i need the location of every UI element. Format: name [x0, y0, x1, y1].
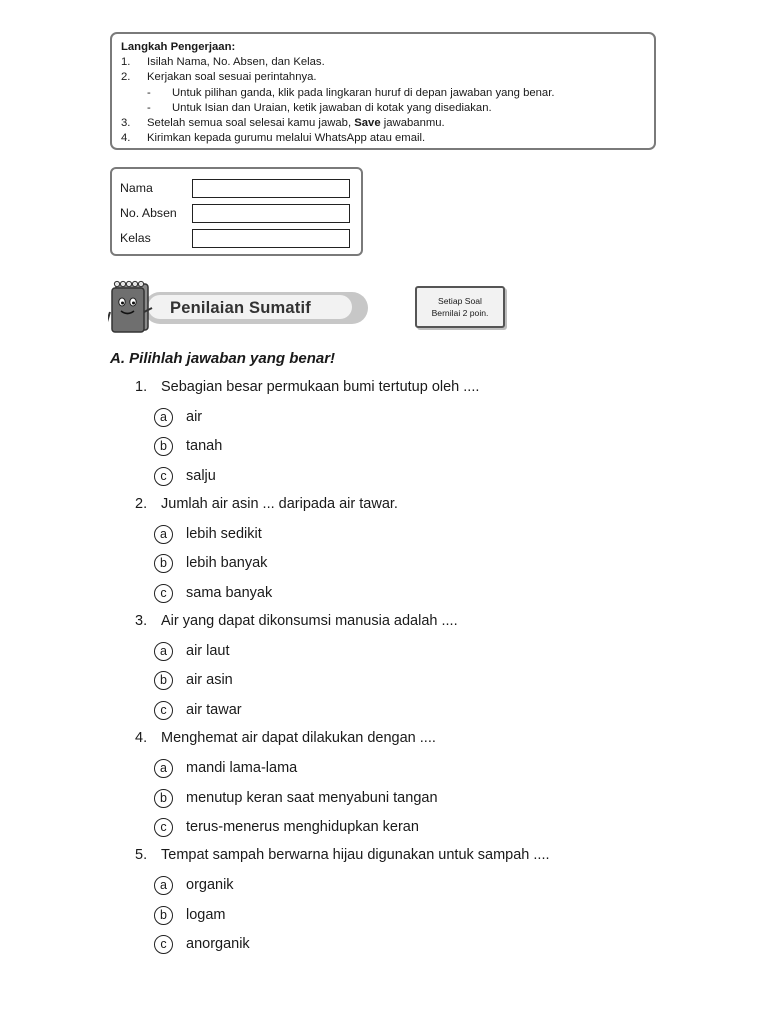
question-number: 4.: [135, 730, 148, 746]
option-letter-circle[interactable]: c: [154, 935, 173, 954]
step-text: Isilah Nama, No. Absen, dan Kelas.: [147, 56, 325, 69]
step-number: 1.: [121, 56, 131, 69]
save-keyword: Save: [354, 117, 381, 130]
option-letter-circle[interactable]: a: [154, 642, 173, 661]
option-text: menutup keran saat menyabuni tangan: [186, 790, 438, 806]
name-row: [120, 179, 355, 199]
substep-dash: -: [147, 101, 151, 114]
question: [135, 730, 436, 746]
question: [135, 613, 458, 629]
instruction-substep: [147, 101, 645, 116]
substep-text: Untuk Isian dan Uraian, ketik jawaban di kotak yang disediakan.: [172, 101, 492, 114]
option-text: sama banyak: [186, 585, 273, 601]
absen-row: [120, 204, 355, 224]
option-letter-circle[interactable]: b: [154, 906, 173, 925]
instruction-substep: [147, 86, 645, 101]
substep-dash: -: [147, 86, 151, 99]
step-text-part: jawabanmu.: [380, 117, 445, 130]
option-letter-circle[interactable]: b: [154, 554, 173, 573]
step-text: Kerjakan soal sesuai perintahnya.: [147, 71, 317, 84]
kelas-row: [120, 229, 355, 249]
absen-field[interactable]: [192, 204, 350, 223]
instructions-box: [110, 32, 656, 150]
banner-title: Penilaian Sumatif: [170, 299, 311, 317]
question: [135, 379, 479, 395]
kelas-label: Kelas: [120, 231, 151, 245]
option-text: organik: [186, 877, 234, 893]
substep-text: Untuk pilihan ganda, klik pada lingkaran huruf di depan jawaban yang benar.: [172, 86, 555, 99]
step-number: 2.: [121, 71, 131, 84]
option-text: lebih banyak: [186, 555, 268, 571]
question: [135, 847, 550, 863]
step-text-part: Setelah semua soal selesai kamu jawab,: [147, 117, 355, 130]
question-text: Air yang dapat dikonsumsi manusia adalah ....: [161, 613, 458, 629]
option-letter-circle[interactable]: c: [154, 584, 173, 603]
option-text: logam: [186, 907, 226, 923]
step-number: 4.: [121, 132, 131, 145]
question-text: Tempat sampah berwarna hijau digunakan untuk sampah ....: [161, 847, 550, 863]
option-letter-circle[interactable]: a: [154, 408, 173, 427]
name-field[interactable]: [192, 179, 350, 198]
question-number: 5.: [135, 847, 148, 863]
step-number: 3.: [121, 117, 131, 130]
option-text: air laut: [186, 643, 230, 659]
option-text: anorganik: [186, 936, 250, 952]
question-text: Menghemat air dapat dilakukan dengan ....: [161, 730, 436, 746]
option-letter-circle[interactable]: a: [154, 876, 173, 895]
option-text: salju: [186, 468, 216, 484]
instructions-title: Langkah Pengerjaan:: [121, 41, 236, 53]
option-text: air tawar: [186, 702, 242, 718]
question-number: 2.: [135, 496, 148, 512]
option-text: lebih sedikit: [186, 526, 262, 542]
absen-label: No. Absen: [120, 206, 177, 220]
name-label: Nama: [120, 181, 153, 195]
option-letter-circle[interactable]: c: [154, 818, 173, 837]
option-letter-circle[interactable]: b: [154, 437, 173, 456]
note-line-1: Setiap Soal: [438, 296, 482, 306]
question-text: Jumlah air asin ... daripada air tawar.: [161, 496, 398, 512]
option-letter-circle[interactable]: b: [154, 789, 173, 808]
note-line-2: Bernilai 2 poin.: [431, 308, 489, 318]
option-text: mandi lama-lama: [186, 760, 298, 776]
question-text: Sebagian besar permukaan bumi tertutup oleh ....: [161, 379, 480, 395]
instruction-step: [121, 131, 645, 146]
option-letter-circle[interactable]: a: [154, 759, 173, 778]
option-letter-circle[interactable]: c: [154, 467, 173, 486]
option-text: terus-menerus menghidupkan keran: [186, 819, 419, 835]
question: [135, 496, 398, 512]
option-text: air: [186, 409, 203, 425]
kelas-field[interactable]: [192, 229, 350, 248]
assessment-banner: [108, 278, 370, 336]
step-text: [147, 116, 445, 131]
instruction-step: [121, 70, 645, 85]
option-letter-circle[interactable]: a: [154, 525, 173, 544]
instruction-step: [121, 116, 645, 131]
option-letter-circle[interactable]: b: [154, 671, 173, 690]
option-text: air asin: [186, 672, 233, 688]
option-letter-circle[interactable]: c: [154, 701, 173, 720]
option-text: tanah: [186, 438, 223, 454]
section-title: A. Pilihlah jawaban yang benar!: [110, 350, 336, 367]
instruction-substeps: [121, 86, 645, 116]
step-text: Kirimkan kepada gurumu melalui WhatsApp atau email.: [147, 132, 426, 145]
points-note: [415, 286, 505, 328]
notebook-character-icon: [108, 278, 156, 336]
instruction-step: [121, 55, 645, 70]
student-identity-box: [110, 167, 363, 256]
question-number: 1.: [135, 379, 148, 395]
question-number: 3.: [135, 613, 148, 629]
